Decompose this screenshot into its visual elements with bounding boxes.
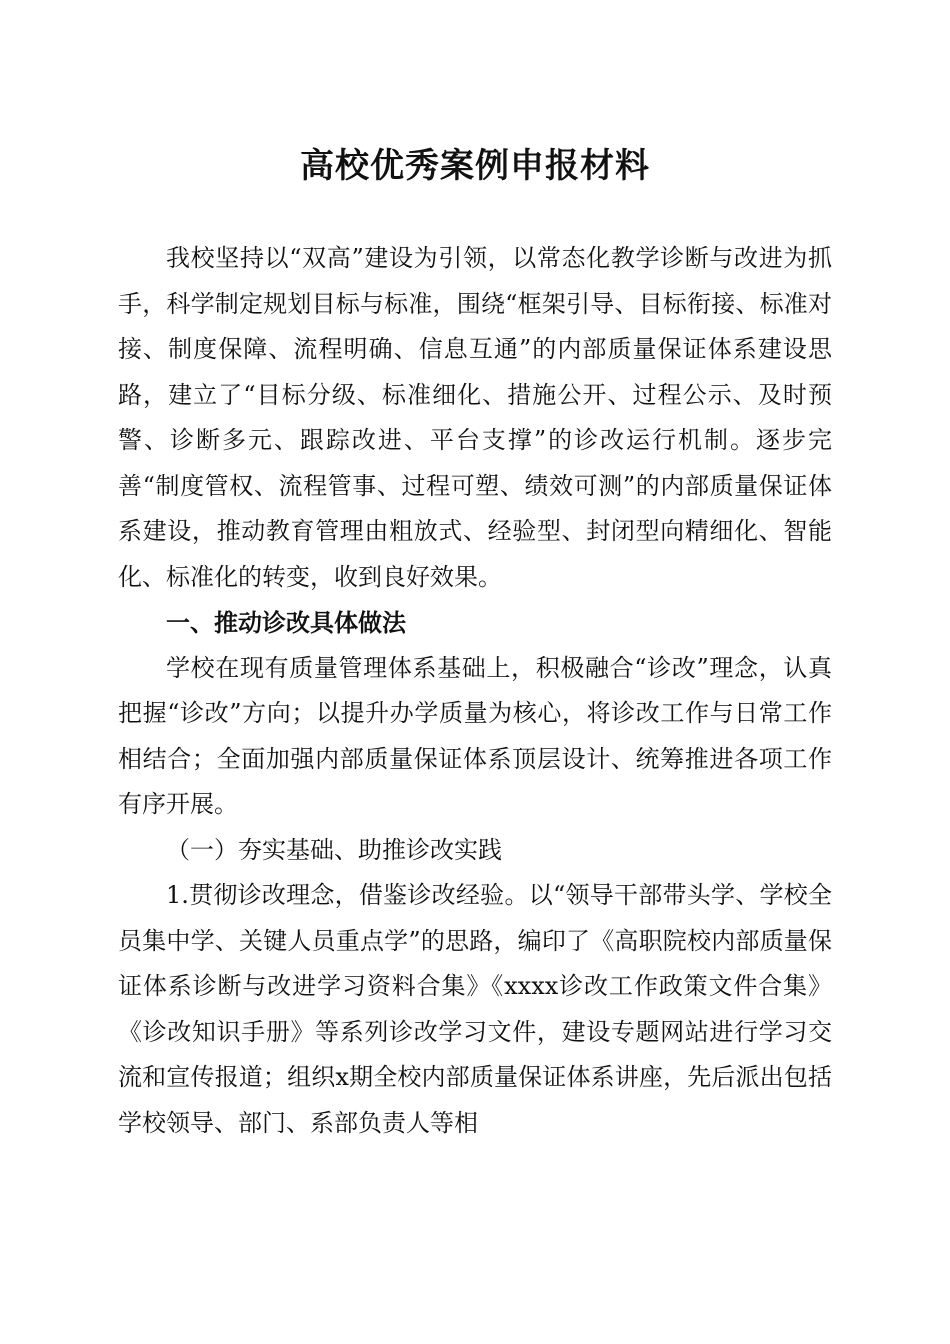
section-paragraph: 学校在现有质量管理体系基础上，积极融合“诊改”理念，认真把握“诊改”方向；以提升办学质量为核心，将诊改工作与日常工作相结合；全面加强内部质量保证体系顶层设计、统筹推进各项工作有序开展。: [118, 653, 832, 818]
section-heading: 一、推动诊改具体做法: [166, 608, 406, 637]
item-paragraph: 1.贯彻诊改理念，借鉴诊改经验。以“领导干部带头学、学校全员集中学、关键人员重点学”的思路，编印了《高职院校内部质量保证体系诊断与改进学习资料合集》《xxxx诊改工作政策文件合集》《诊改知识手册》等系列诊改学习文件，建设专题网站进行学习交流和宣传报道；组织x期全校内部质量保证体系讲座，先后派出包括学校领导、部门、系部负责人等相: [118, 881, 832, 1137]
document-body: [118, 236, 832, 1146]
subsection-heading: （一）夯实基础、助推诊改实践: [166, 835, 502, 864]
intro-paragraph: 我校坚持以“双高”建设为引领，以常态化教学诊断与改进为抓手，科学制定规划目标与标准，围绕“框架引导、目标衔接、标准对接、制度保障、流程明确、信息互通”的内部质量保证体系建设思路，建立了“目标分级、标准细化、措施公开、过程公示、及时预警、诊断多元、跟踪改进、平台支撑”的诊改运行机制。逐步完善“制度管权、流程管事、过程可塑、绩效可测”的内部质量保证体系建设，推动教育管理由粗放式、经验型、封闭型向精细化、智能化、标准化的转变，收到良好效果。: [118, 244, 832, 591]
page-title: 高校优秀案例申报材料: [300, 146, 650, 186]
